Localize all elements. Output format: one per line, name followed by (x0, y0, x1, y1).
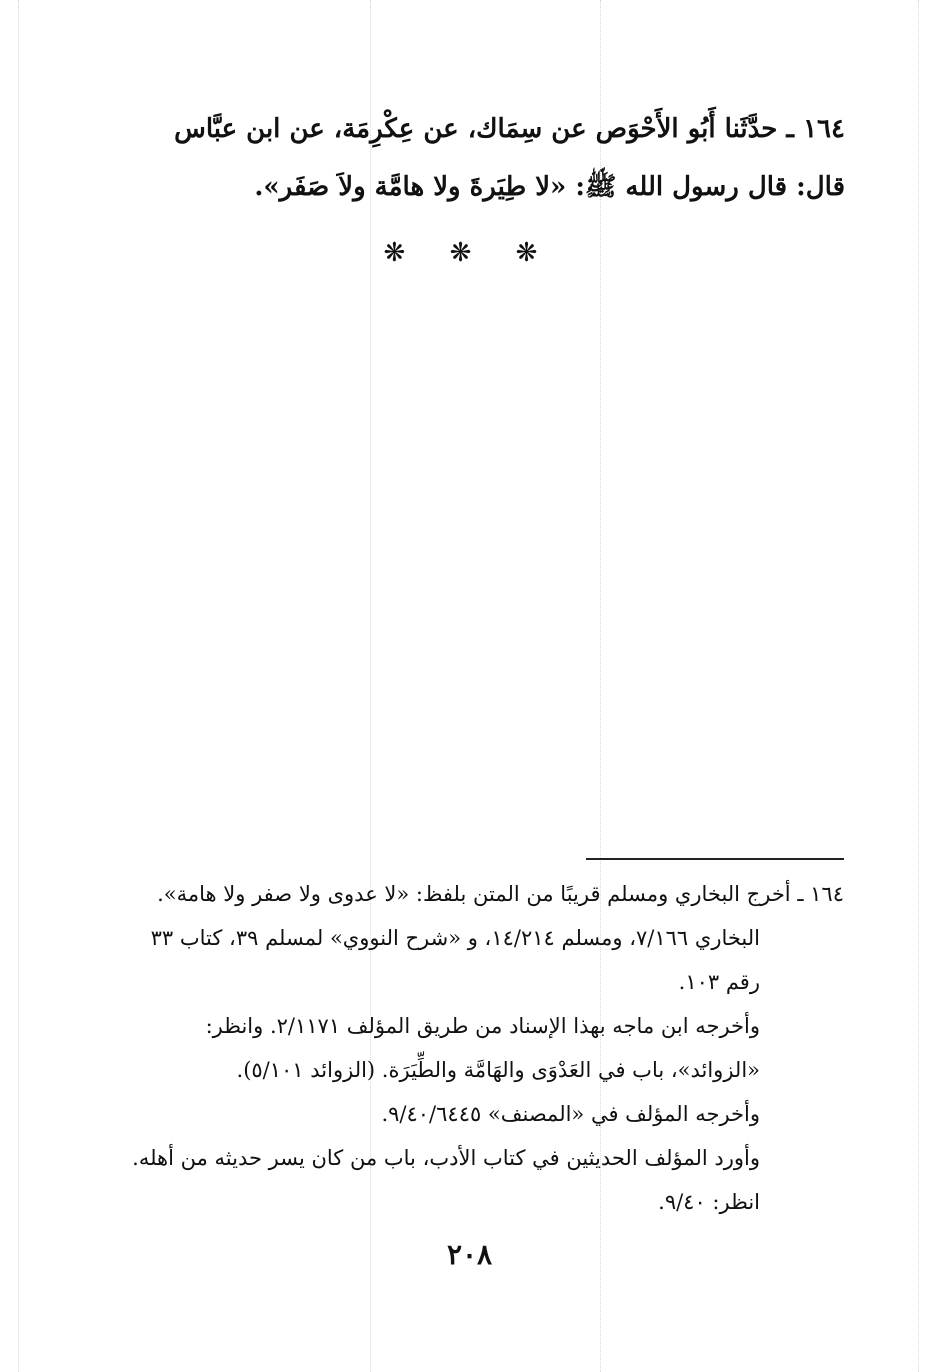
section-separator: ❋ ❋ ❋ (383, 238, 556, 268)
footnotes (90, 872, 844, 1224)
footnote-rule (586, 858, 844, 860)
footnote-line: انظر: ٩/٤٠. (658, 1190, 760, 1214)
footnote-line: رقم ١٠٣. (678, 970, 760, 994)
footnote-line: «الزوائد»، باب في العَدْوَى والهَامَّة والطِّيَرَة. (الزوائد ٥/١٠١). (236, 1058, 760, 1082)
footnote-line: وأخرجه ابن ماجه بهذا الإسناد من طريق المؤلف ٢/١١٧١. وانظر: (205, 1014, 760, 1038)
hadith-line: ١٦٤ ـ حدَّثَنا أَبُو الأَحْوَص عن سِمَاك، عن عِكْرِمَة، عن ابن عبَّاس (174, 114, 845, 144)
footnote-line: البخاري ٧/١٦٦، ومسلم ١٤/٢١٤، و «شرح النووي» لمسلم ٣٩، كتاب ٣٣ (150, 926, 760, 950)
scan-guide-line (18, 0, 19, 1372)
scan-guide-line (918, 0, 919, 1372)
footnote-line: وأورد المؤلف الحديثين في كتاب الأدب، باب من كان يسر حديثه من أهله. (132, 1146, 760, 1170)
page-number: ٢٠٨ (446, 1238, 493, 1271)
footnote-line: وأخرجه المؤلف في «المصنف» ٩/٤٠/٦٤٤٥. (381, 1102, 760, 1126)
hadith-text (95, 100, 845, 216)
hadith-line: قال: قال رسول الله ﷺ: «لا طِيَرةَ ولا هامَّة ولاَ صَفَر». (254, 172, 845, 202)
footnote-line: ١٦٤ ـ أخرج البخاري ومسلم قريبًا من المتن بلفظ: «لا عدوى ولا صفر ولا هامة». (157, 882, 844, 906)
